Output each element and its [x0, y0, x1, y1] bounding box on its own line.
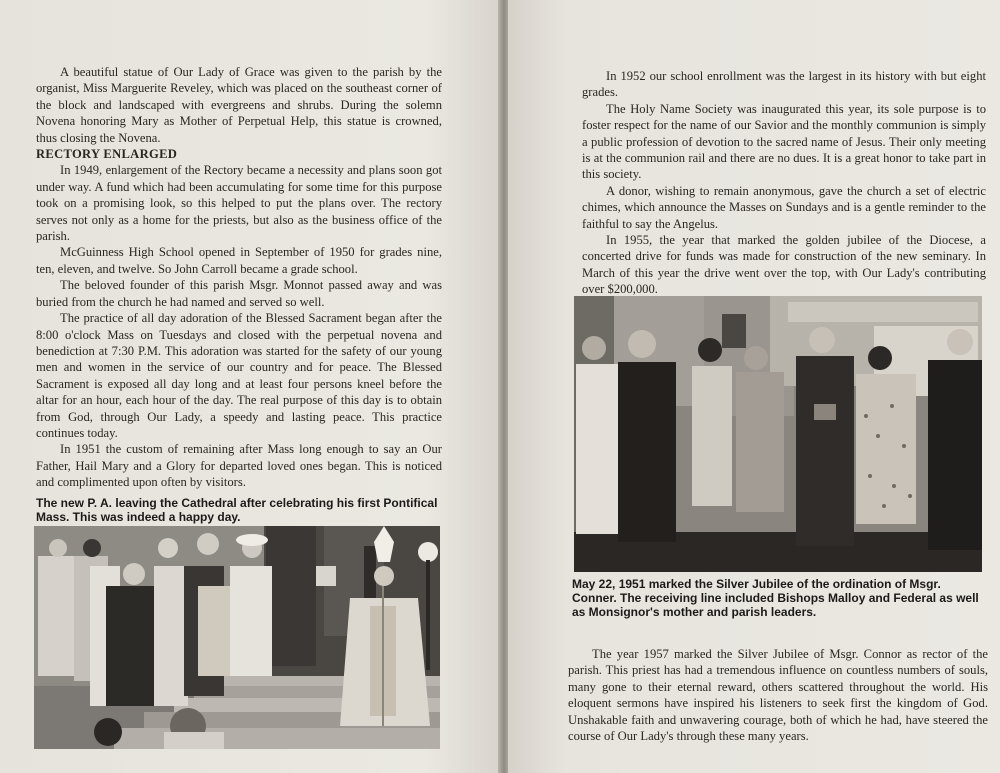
paragraph-silver-jubilee-rector: The year 1957 marked the Silver Jubilee of Msgr. Connor as rector of the parish. This priest has had a tremendous influence on countless numbers of souls, many gone to their eternal reward, others scattered throughout the world. His eloquent sermons have inspired his listeners to seek first the kingdom of God. Unshakable faith and unwavering courage, both of which he had, have steered the course of Our Lady's through these many years.: [568, 647, 988, 744]
paragraph-chimes: A donor, wishing to remain anonymous, gave the church a set of electric chimes, which announce the Masses on Sundays and is a gentle reminder to the faithful to say the Angelus.: [582, 183, 986, 231]
paragraph-custom: In 1951 the custom of remaining after Mass long enough to say an Our Father, Hail Mary and a Glory for departed loved ones began. This is noticed and complimented upon often by visitors.: [36, 442, 442, 490]
procession-photo: [34, 526, 440, 749]
paragraph-rectory: In 1949, enlargement of the Rectory became a necessity and plans soon got under way. A fund which had been accumulating for some time for this purpose took on a promising look, so this helped to put the plans over. The rectory serves not only as a home for the priests, but also as the business office of the parish.: [36, 163, 442, 244]
right-closing-text: [568, 646, 988, 744]
left-body-text: [36, 64, 442, 491]
right-body-text: [582, 68, 986, 298]
receiving-line-photo: [574, 296, 982, 572]
paragraph-high-school: McGuinness High School opened in September of 1950 for grades nine, ten, eleven, and twelve. So John Carroll became a grade school.: [36, 245, 442, 276]
paragraph-statue: A beautiful statue of Our Lady of Grace was given to the parish by the organist, Miss Marguerite Reveley, which was placed on the southeast corner of the block and landscaped with evergreens and shrubs. During the solemn Novena honoring Mary as Mother of Perpetual Help, this statue is crowned, thus closing the Novena.: [36, 65, 442, 145]
right-photo-caption: May 22, 1951 marked the Silver Jubilee of the ordination of Msgr. Conner. The receiving line included Bishops Malloy and Federal as well as Monsignor's mother and parish leaders.: [572, 577, 979, 620]
section-heading-rectory: RECTORY ENLARGED: [36, 147, 178, 162]
left-photo-caption: The new P. A. leaving the Cathedral after celebrating his first Pontifical Mass. This was indeed a happy day.: [36, 496, 438, 525]
paragraph-holy-name: The Holy Name Society was inaugurated this year, its sole purpose is to foster respect for the name of our Savior and the monthly communion is simply a public profession of devotion to the sacred name of Jesus. Their only meeting is at the communion rail and there are no dues. It is a great honor to take part in this society.: [582, 101, 986, 182]
paragraph-jubilee-diocese: In 1955, the year that marked the golden jubilee of the Diocese, a concerted drive for funds was made for construction of the new seminary. In March of this year the drive went over the top, with Our Lady's contributing over $200,000.: [582, 233, 986, 297]
paragraph-enrollment: In 1952 our school enrollment was the largest in its history with but eight grades.: [582, 69, 986, 100]
paragraph-founder: The beloved founder of this parish Msgr. Monnot passed away and was buried from the church he had named and served so well.: [36, 278, 442, 309]
paragraph-adoration: The practice of all day adoration of the Blessed Sacrament began after the 8:00 o'clock Mass on Tuesdays and closed with the perpetual novena and benediction at 7:30 P.M. This adoration was started for the safety of our young men and women in the service of our country and for peace. The Blessed Sacrament is exposed all day long and at least four persons kneel before the altar for an hour, each hour of the day. The real purpose of this day is to obtain from God, through Our Lady, a speedy and lasting peace. This practice continues today.: [36, 311, 442, 440]
